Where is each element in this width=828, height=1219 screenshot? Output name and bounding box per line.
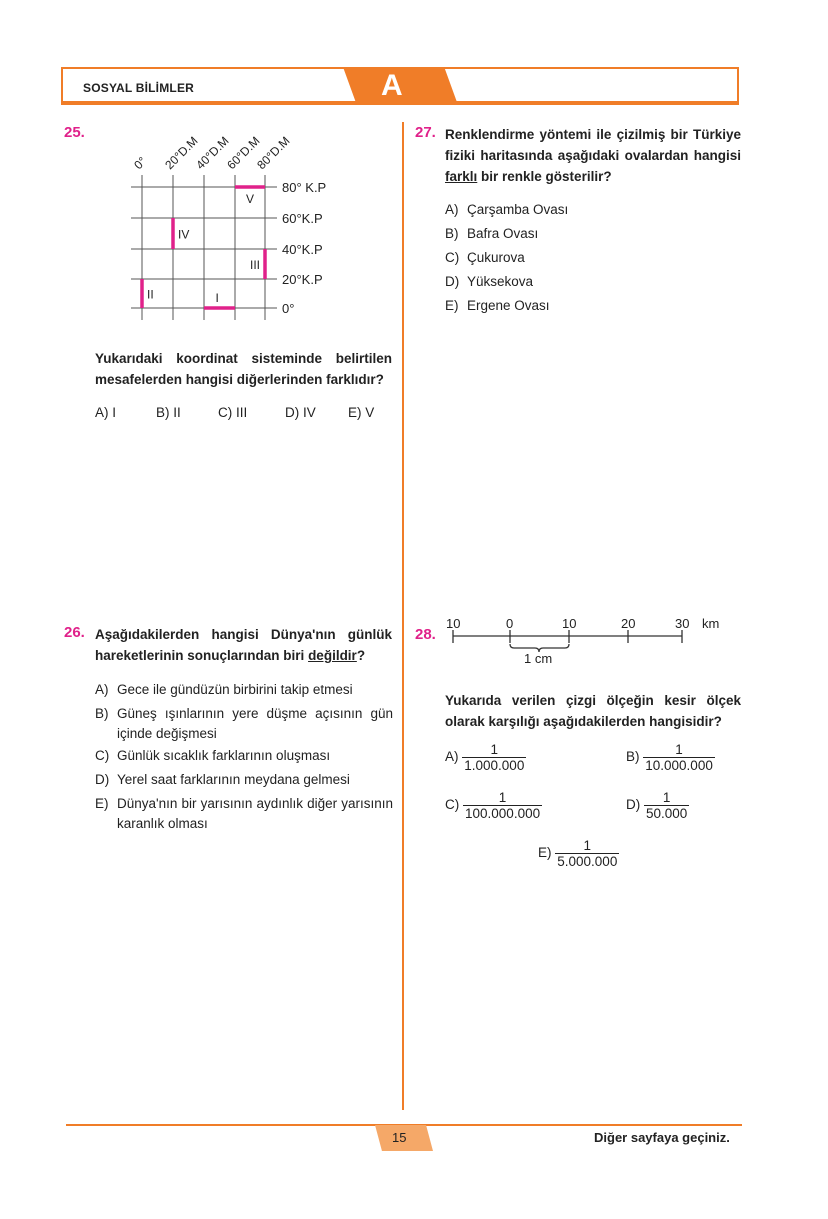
booklet-letter: A [381,69,403,102]
option-c[interactable] [445,790,542,821]
scale-label: 10 [562,616,577,631]
numerator: 1 [490,742,499,757]
options-26 [95,678,393,834]
subject-title: SOSYAL BİLİMLER [83,81,195,95]
option-letter: C) [445,250,460,265]
scale-unit: km [702,616,720,631]
scale-label: 30 [675,616,690,631]
latitude-label: 20°K.P [282,272,323,287]
option-letter: D) [626,797,641,813]
option-b[interactable]: B) II [156,405,181,420]
longitude-label: 80°D.M [254,133,293,173]
question-number-26: 26. [64,624,85,641]
option-text: Günlük sıcaklık farklarının oluşması [117,748,331,763]
option-e[interactable] [445,294,741,318]
segment-label: II [147,287,154,302]
option-text: Bafra Ovası [467,226,539,241]
text: Renklendirme yöntemi ile çizilmiş bir Türkiye fiziki haritasında aşağıdaki ovalardan hangisi [445,127,741,163]
longitude-label: 40°D.M [193,133,232,173]
latitude-label: 60°K.P [282,211,323,226]
option-letter: A) [445,202,459,217]
coordinate-grid [0,0,400,340]
question-number-27: 27. [415,124,436,141]
fraction [643,742,715,773]
denominator: 1.000.000 [464,758,525,773]
next-page-note: Diğer sayfaya geçiniz. [594,1130,730,1145]
latitude-label: 40°K.P [282,242,323,257]
column-divider [402,122,404,1110]
question-text-27 [445,124,741,187]
scale-label: 0 [506,616,514,631]
line-scale [440,610,740,670]
option-text: Çukurova [467,250,525,265]
option-text: Gece ile gündüzün birbirini takip etmesi [117,682,353,697]
emphasis: farklı [445,169,478,184]
scale-label: 10 [446,616,461,631]
numerator: 1 [498,790,507,805]
option-text: Yerel saat farklarının meydana gelmesi [117,772,350,787]
option-b[interactable] [445,222,741,246]
option-a[interactable]: A) I [95,405,117,420]
option-letter: D) [95,772,110,787]
option-a[interactable] [95,678,393,702]
denominator: 100.000.000 [465,806,541,821]
segment-label: IV [178,227,190,242]
option-d[interactable] [445,270,741,294]
option-a[interactable] [445,198,741,222]
option-d[interactable]: D) IV [285,405,316,420]
numerator: 1 [583,838,592,853]
option-b[interactable] [95,702,393,744]
option-letter: B) [95,706,109,721]
option-letter: A) [95,682,109,697]
longitude-label: 20°D.M [162,133,201,173]
option-text: Yüksekova [467,274,534,289]
segment-label: III [250,258,261,272]
text: ? [356,648,366,663]
option-text: Dünya'nın bir yarısının aydınlık diğer yarısının karanlık olması [117,796,393,831]
longitude-label: 60°D.M [224,133,263,173]
option-a[interactable] [445,742,526,773]
fraction [462,742,526,773]
option-letter: E) [538,845,552,861]
denominator: 50.000 [646,806,688,821]
option-letter: B) [445,226,459,241]
option-text: Güneş ışınlarının yere düşme açısının gün içinde değişmesi [117,706,393,741]
segment-label: I [215,291,219,305]
fraction [644,790,689,821]
fraction [463,790,542,821]
question-number-25: 25. [64,124,85,141]
question-number-28: 28. [415,626,436,643]
option-letter: C) [445,797,460,813]
numerator: 1 [675,742,683,757]
option-letter: B) [626,749,640,765]
option-e[interactable]: E) V [348,405,375,420]
question-text-25: Yukarıdaki koordinat sisteminde belirtilen mesafelerden hangisi diğerlerinden farklıdır? [95,351,392,387]
numerator: 1 [662,790,671,805]
option-letter: E) [445,298,459,313]
option-c[interactable] [445,246,741,270]
options-27 [445,198,741,318]
option-e[interactable] [95,792,393,834]
option-c[interactable] [95,744,393,768]
option-letter: D) [445,274,460,289]
option-letter: A) [445,749,459,765]
scale-label: 20 [621,616,636,631]
text: Aşağıdakilerden hangisi Dünya'nın günlük hareketlerinin sonuçlarından biri [95,627,392,663]
question-text-28: Yukarıda verilen çizgi ölçeğin kesir ölçek olarak karşılığı aşağıdakilerden hangisidir? [445,693,741,729]
latitude-label: 0° [282,301,295,316]
option-c[interactable]: C) III [218,405,248,420]
denominator: 10.000.000 [645,758,713,773]
emphasis: değildir [308,648,357,663]
page-number: 15 [392,1130,407,1145]
text: bir renkle gösterilir? [477,169,612,184]
option-letter: C) [95,748,110,763]
option-text: Çarşamba Ovası [467,202,569,217]
longitude-label: 0° [131,154,150,173]
segment-label: V [246,192,255,206]
option-b[interactable] [626,742,715,773]
option-text: Ergene Ovası [467,298,550,313]
denominator: 5.000.000 [557,854,618,869]
fraction [555,838,619,869]
option-e[interactable] [538,838,619,869]
latitude-label: 80° K.P [282,180,327,195]
brace-label: 1 cm [524,651,553,666]
option-letter: E) [95,796,109,811]
option-d[interactable] [626,790,689,821]
option-d[interactable] [95,768,393,792]
question-text-26 [95,624,392,666]
